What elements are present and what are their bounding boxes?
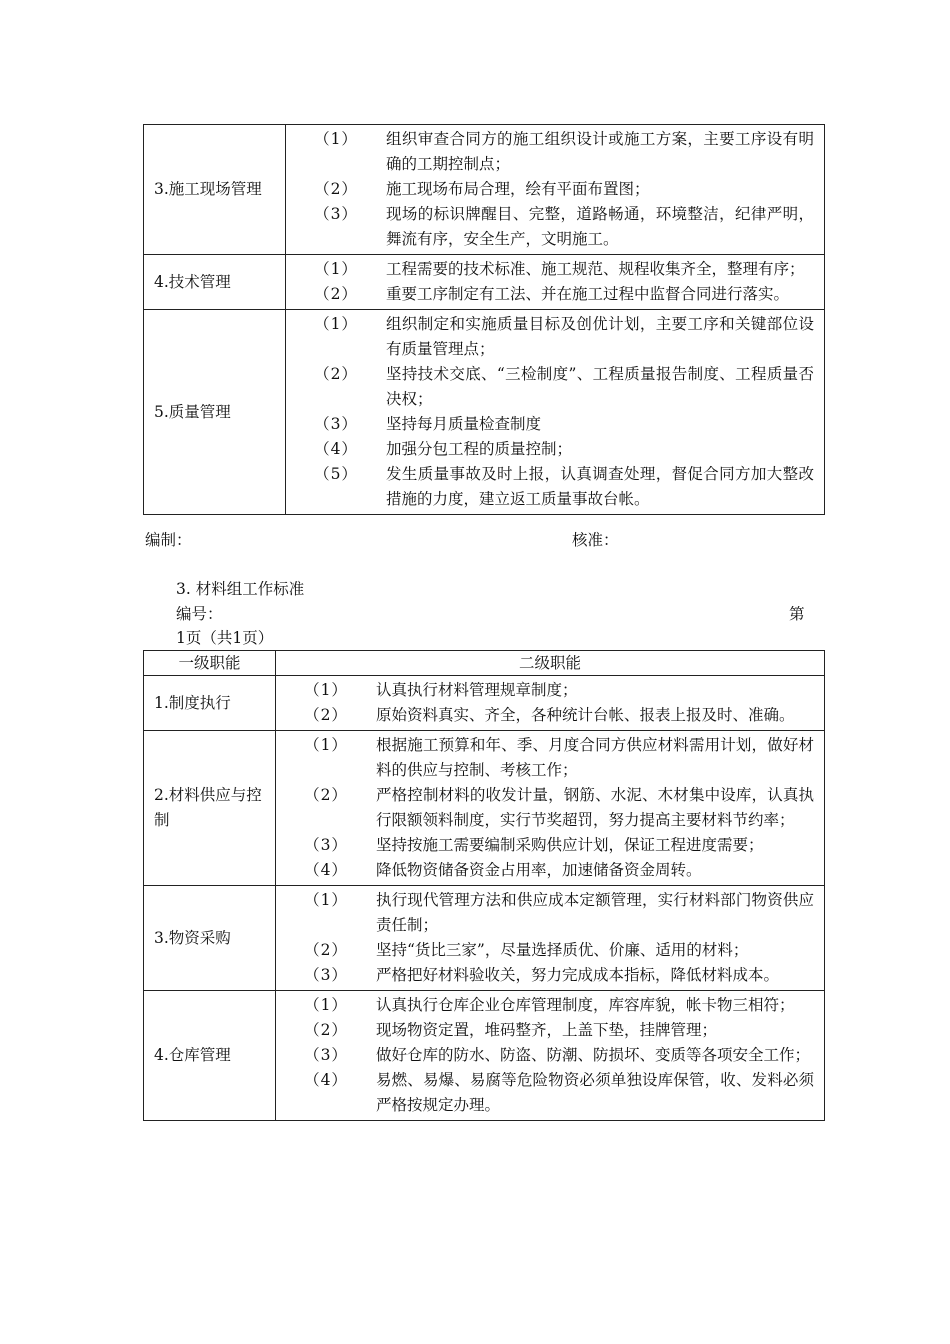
list-item	[276, 733, 814, 783]
primary-function-cell: 3.施工现场管理	[144, 125, 286, 255]
list-item	[276, 678, 814, 703]
item-number: （4）	[314, 440, 358, 458]
primary-function-cell: 2.材料供应与控制	[144, 731, 276, 886]
list-item	[276, 858, 814, 883]
item-number: （4）	[304, 861, 348, 879]
secondary-function-cell	[276, 886, 825, 991]
list-item	[276, 888, 814, 938]
list-item	[286, 127, 814, 177]
list-item	[276, 1068, 814, 1118]
header-row	[144, 651, 825, 676]
item-text: 组织审查合同方的施工组织设计或施工方案，主要工序设有明确的工期控制点；	[386, 130, 814, 173]
item-text: 坚持按施工需要编制采购供应计划，保证工程进度需要；	[376, 836, 764, 854]
header-primary-function: 一级职能	[144, 651, 276, 676]
item-text: 现场的标识牌醒目、完整，道路畅通，环境整洁，纪律严明，舞流有序，安全生产，文明施工。	[386, 205, 814, 248]
primary-function-cell: 4.仓库管理	[144, 991, 276, 1121]
material-group-standard-table	[143, 650, 825, 1121]
item-text: 组织制定和实施质量目标及创优计划，主要工序和关键部位设有质量管理点；	[386, 315, 814, 358]
list-item	[286, 177, 814, 202]
list-item	[276, 963, 814, 988]
primary-function-cell: 1.制度执行	[144, 676, 276, 731]
item-number: （5）	[314, 465, 358, 483]
secondary-function-cell	[286, 310, 825, 515]
item-text: 认真执行材料管理规章制度；	[376, 681, 578, 699]
primary-function-cell: 3.物资采购	[144, 886, 276, 991]
item-text: 工程需要的技术标准、施工规范、规程收集齐全，整理有序；	[386, 260, 805, 278]
item-number: （1）	[304, 996, 348, 1014]
section-title: 3. 材料组工作标准	[176, 580, 305, 598]
item-text: 坚持每月质量检查制度	[386, 415, 542, 433]
secondary-function-cell	[276, 731, 825, 886]
list-item	[276, 783, 814, 833]
item-text: 执行现代管理方法和供应成本定额管理，实行材料部门物资供应责任制；	[376, 891, 814, 934]
item-number: （1）	[314, 260, 358, 278]
list-item	[286, 202, 814, 252]
table-row	[144, 991, 825, 1121]
item-number: （2）	[304, 706, 348, 724]
item-text: 坚持“货比三家”，尽量选择质优、价廉、适用的材料；	[376, 941, 749, 959]
table-row	[144, 310, 825, 515]
list-item	[286, 282, 814, 307]
item-number: （2）	[304, 941, 348, 959]
list-item	[276, 1043, 814, 1068]
item-number: （2）	[304, 1021, 348, 1039]
item-number: （2）	[314, 285, 358, 303]
list-item	[276, 1018, 814, 1043]
item-number: （3）	[314, 205, 358, 223]
item-text: 重要工序制定有工法、并在施工过程中监督合同进行落实。	[386, 285, 790, 303]
secondary-function-cell	[276, 991, 825, 1121]
table-header	[144, 651, 825, 676]
document-code-label: 编号：	[176, 605, 223, 623]
secondary-function-cell	[286, 255, 825, 310]
item-text: 坚持技术交底、“三检制度”、工程质量报告制度、工程质量否决权；	[386, 365, 814, 408]
item-number: （1）	[304, 891, 348, 909]
page-prefix: 第	[789, 605, 805, 623]
secondary-function-cell	[286, 125, 825, 255]
compiled-by-label: 编制：	[145, 531, 192, 549]
list-item	[286, 437, 814, 462]
item-text: 加强分包工程的质量控制；	[386, 440, 573, 458]
item-number: （2）	[304, 786, 348, 804]
list-item	[286, 362, 814, 412]
list-item	[276, 703, 814, 728]
table-body	[144, 676, 825, 1121]
table-row	[144, 731, 825, 886]
list-item	[276, 993, 814, 1018]
header-secondary-function: 二级职能	[276, 651, 825, 676]
approved-by-label: 核准：	[572, 531, 619, 549]
primary-function-cell: 5.质量管理	[144, 310, 286, 515]
item-number: （3）	[314, 415, 358, 433]
item-number: （3）	[304, 1046, 348, 1064]
table-row	[144, 125, 825, 255]
management-standard-table	[143, 124, 825, 515]
item-text: 发生质量事故及时上报，认真调查处理，督促合同方加大整改措施的力度，建立返工质量事故台帐。	[386, 465, 814, 508]
list-item	[286, 412, 814, 437]
item-number: （1）	[314, 315, 358, 333]
table-row	[144, 886, 825, 991]
list-item	[286, 312, 814, 362]
list-item	[286, 257, 814, 282]
item-number: （2）	[314, 180, 358, 198]
item-number: （1）	[304, 681, 348, 699]
item-number: （3）	[304, 836, 348, 854]
page-info: 1页（共1页）	[176, 629, 274, 647]
item-text: 严格控制材料的收发计量，钢筋、水泥、木材集中设库，认真执行限额领料制度，实行节奖超罚，努力提高主要材料节约率；	[376, 786, 814, 829]
item-number: （1）	[304, 736, 348, 754]
item-text: 做好仓库的防水、防盗、防潮、防损坏、变质等各项安全工作；	[376, 1046, 811, 1064]
item-number: （1）	[314, 130, 358, 148]
table-body	[144, 125, 825, 515]
item-text: 根据施工预算和年、季、月度合同方供应材料需用计划，做好材料的供应与控制、考核工作；	[376, 736, 814, 779]
item-number: （4）	[304, 1071, 348, 1089]
list-item	[276, 833, 814, 858]
primary-function-cell: 4.技术管理	[144, 255, 286, 310]
item-text: 易燃、易爆、易腐等危险物资必须单独设库保管，收、发料必须严格按规定办理。	[376, 1071, 814, 1114]
item-text: 现场物资定置，堆码整齐，上盖下垫，挂牌管理；	[376, 1021, 718, 1039]
item-number: （3）	[304, 966, 348, 984]
item-text: 施工现场布局合理，绘有平面布置图；	[386, 180, 650, 198]
item-text: 降低物资储备资金占用率，加速储备资金周转。	[376, 861, 702, 879]
item-text: 认真执行仓库企业仓库管理制度，库容库貌，帐卡物三相符；	[376, 996, 795, 1014]
item-number: （2）	[314, 365, 358, 383]
list-item	[286, 462, 814, 512]
list-item	[276, 938, 814, 963]
table-row	[144, 255, 825, 310]
item-text: 原始资料真实、齐全，各种统计台帐、报表上报及时、准确。	[376, 706, 795, 724]
item-text: 严格把好材料验收关，努力完成成本指标，降低材料成本。	[376, 966, 780, 984]
table-row	[144, 676, 825, 731]
secondary-function-cell	[276, 676, 825, 731]
